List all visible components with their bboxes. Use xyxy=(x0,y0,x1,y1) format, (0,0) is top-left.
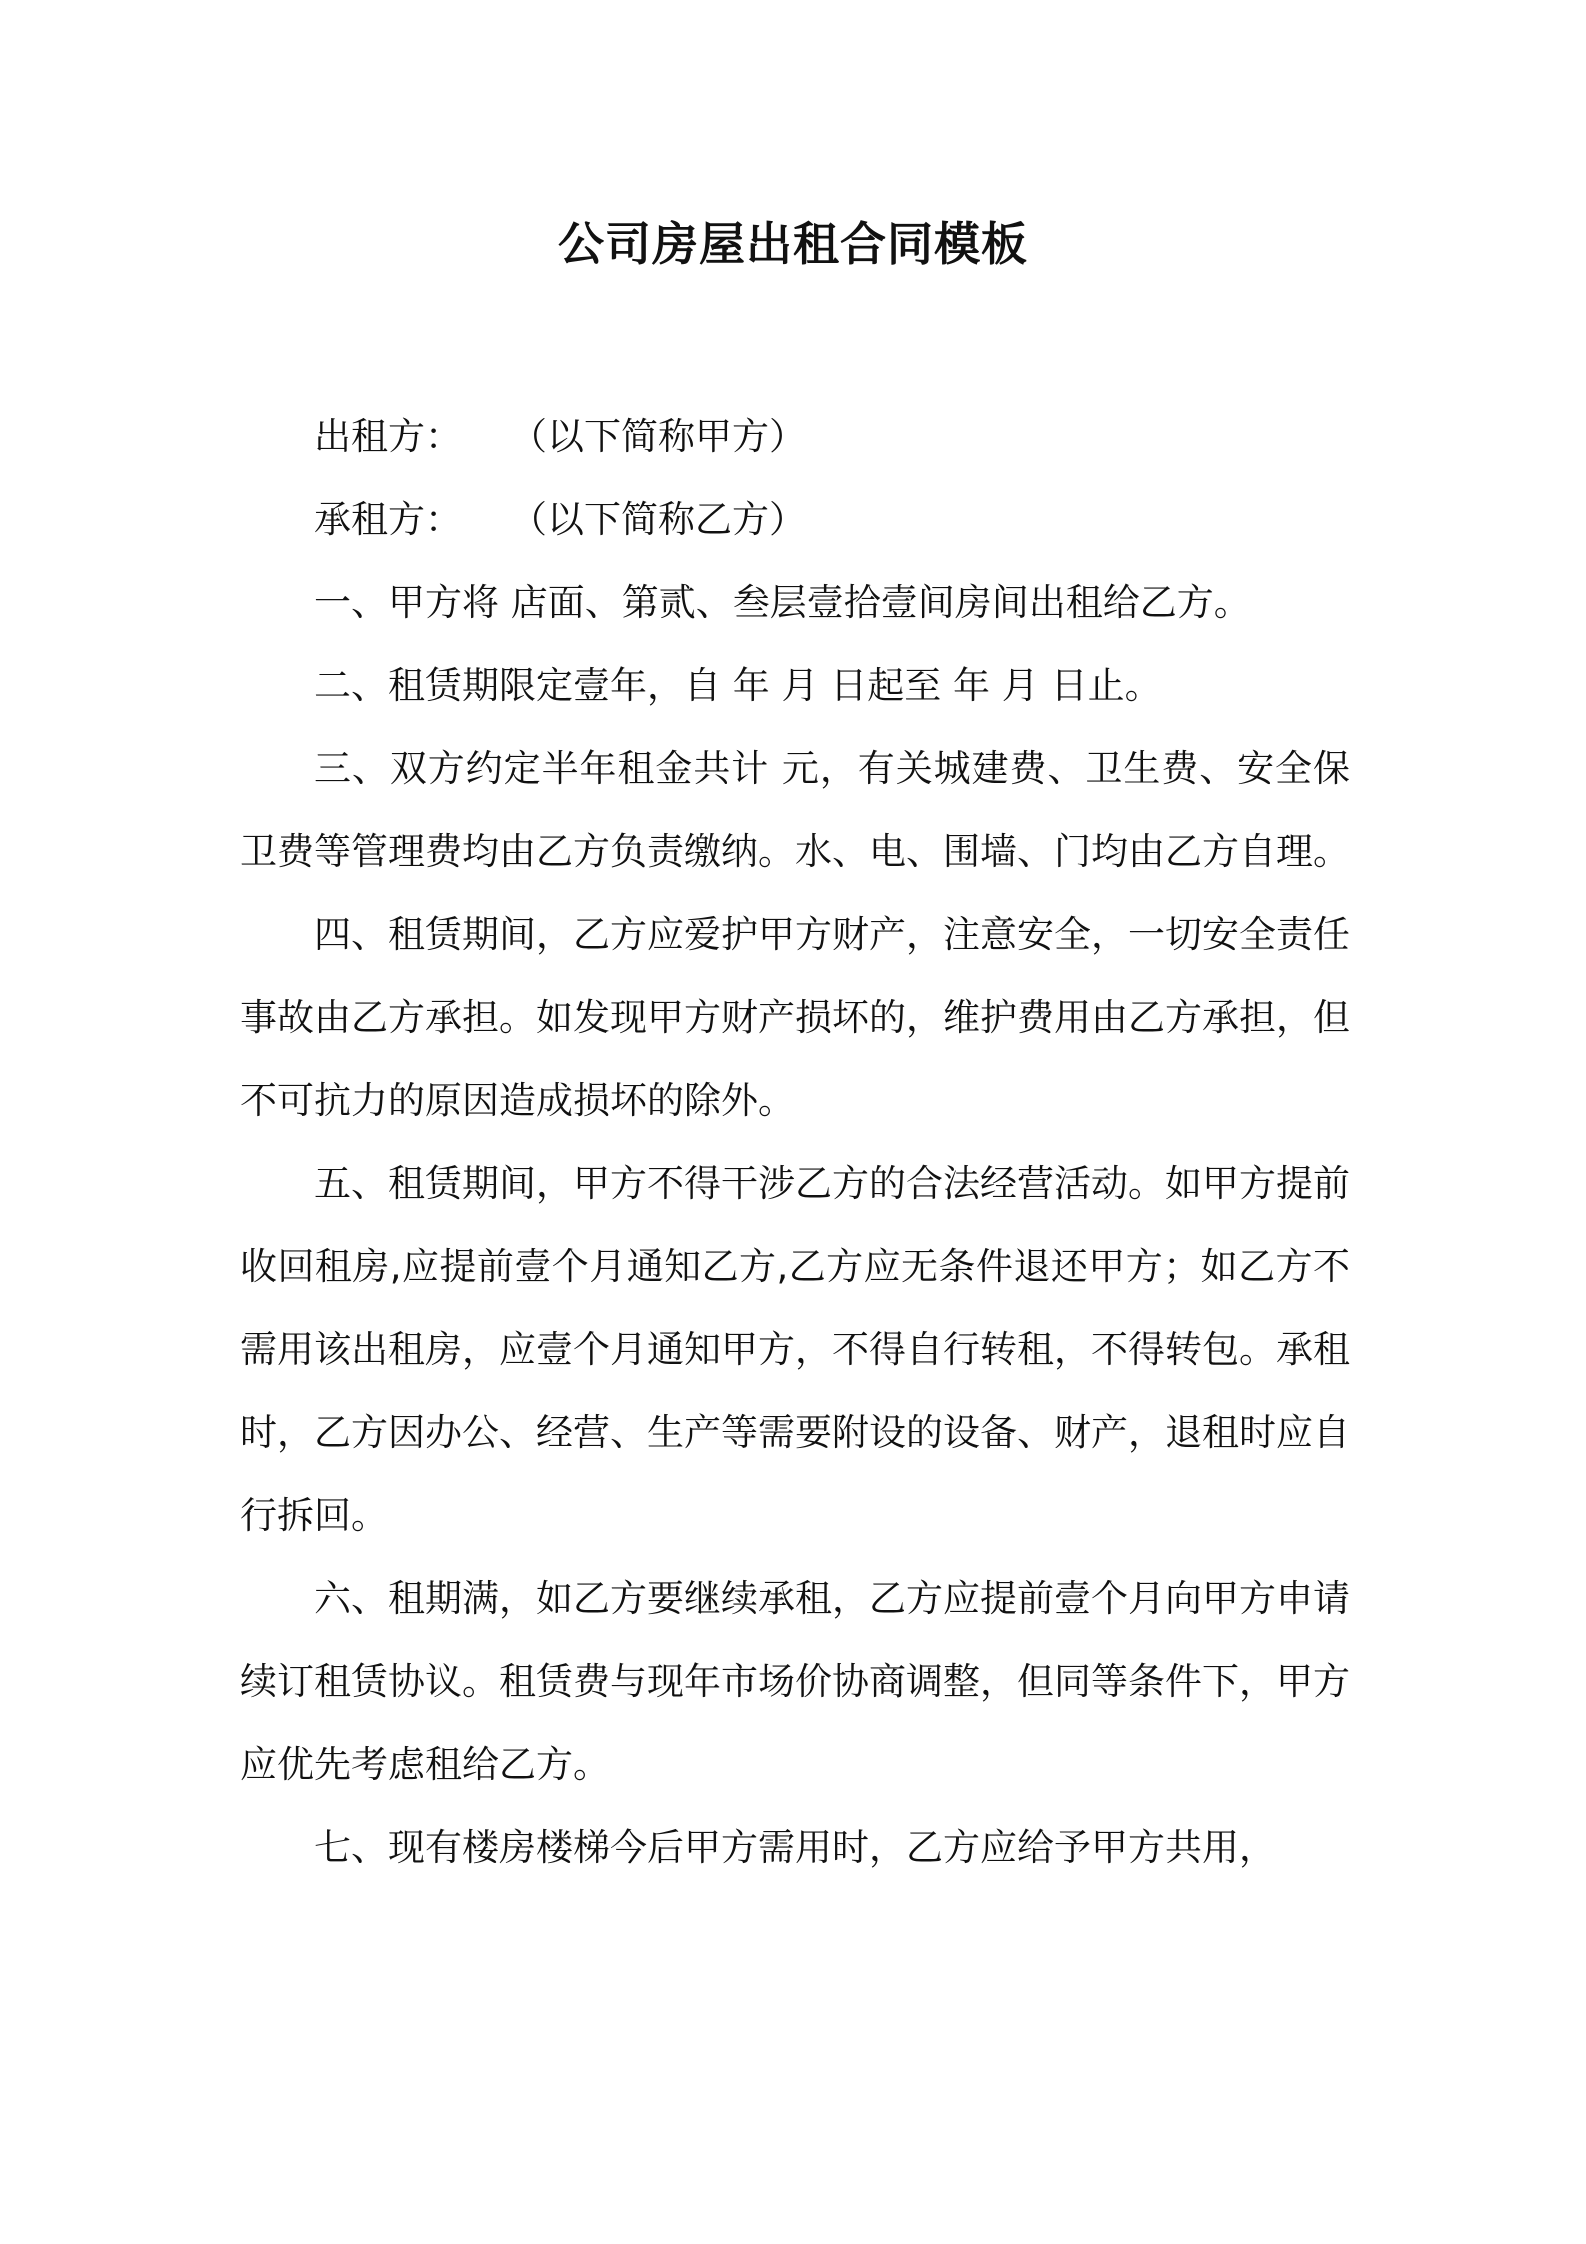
lessor-note: （以下简称甲方） xyxy=(510,415,806,458)
clause-5: 五、租赁期间，甲方不得干涉乙方的合法经营活动。如甲方提前收回租房,应提前壹个月通知乙方,乙方应无条件退还甲方；如乙方不需用该出租房，应壹个月通知甲方，不得自行转租，不得转包。承租时，乙方因办公、经营、生产等需要附设的设备、财产，退租时应自行拆回。 xyxy=(240,1162,1350,1537)
document-title: 公司房屋出租合同模板 xyxy=(558,217,1028,271)
clause-7: 七、现有楼房楼梯今后甲方需用时，乙方应给予甲方共用， xyxy=(314,1826,1276,1869)
clause-4: 四、租赁期间，乙方应爱护甲方财产，注意安全，一切安全责任事故由乙方承担。如发现甲方财产损坏的，维护费用由乙方承担，但不可抗力的原因造成损坏的除外。 xyxy=(240,913,1350,1122)
lessor-label: 出租方： xyxy=(314,415,462,458)
clause-6: 六、租期满，如乙方要继续承租，乙方应提前壹个月向甲方申请续订租赁协议。租赁费与现年市场价协商调整，但同等条件下，甲方应优先考虑租给乙方。 xyxy=(240,1577,1350,1786)
lessee-note: （以下简称乙方） xyxy=(510,498,806,541)
lessee-label: 承租方： xyxy=(314,498,462,541)
clause-3: 三、双方约定半年租金共计 元，有关城建费、卫生费、安全保卫费等管理费均由乙方负责缴纳。水、电、围墙、门均由乙方自理。 xyxy=(240,747,1350,873)
clause-2: 二、租赁期限定壹年，自 年 月 日起至 年 月 日止。 xyxy=(314,664,1162,707)
clause-1: 一、甲方将 店面、第贰、叁层壹拾壹间房间出租给乙方。 xyxy=(314,581,1251,624)
lessee-line xyxy=(240,478,1350,561)
lessor-line xyxy=(240,395,1350,478)
document-body xyxy=(240,395,1350,1889)
